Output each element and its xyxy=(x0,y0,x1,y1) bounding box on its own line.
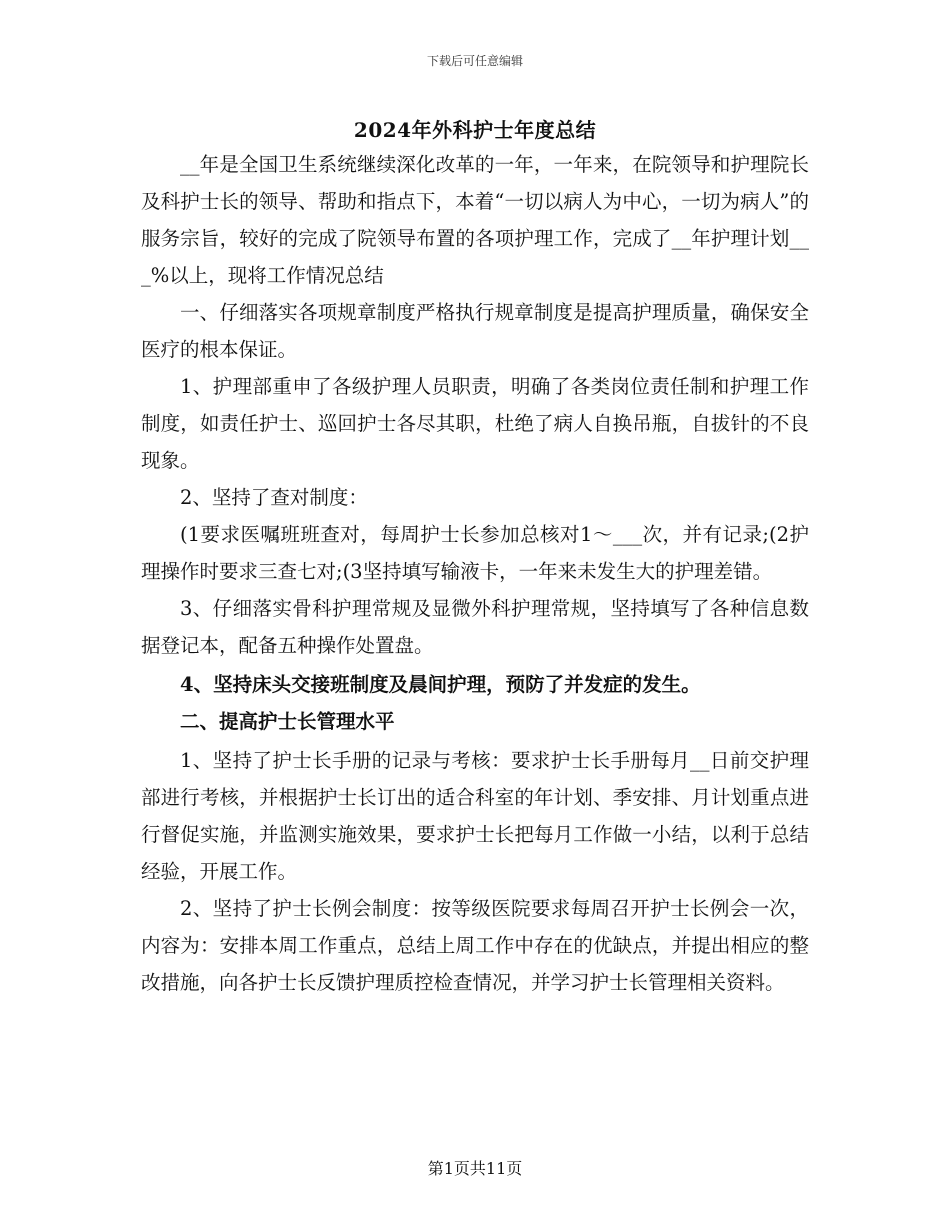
paragraph-section-2-item-1: 1、坚持了护士长手册的记录与考核：要求护士长手册每月__日前交护理部进行考核，并根据护士长订出的适合科室的年计划、季安排、月计划重点进行督促实施，并监测实施效果，要求护士长把每月工作做一小结，以利于总结经验，开展工作。 xyxy=(141,749,809,883)
paragraph-section-1: 一、仔细落实各项规章制度严格执行规章制度是提高护理质量，确保安全医疗的根本保证。 xyxy=(141,301,809,361)
paragraph-item-2: 2、坚持了查对制度： xyxy=(180,486,368,509)
paragraph-item-3: 3、仔细落实骨科护理常规及显微外科护理常规，坚持填写了各种信息数据登记本，配备五种操作处置盘。 xyxy=(141,597,809,657)
document-title: 2024年外科护士年度总结 xyxy=(353,118,597,142)
paragraph-item-4-bold: 4、坚持床头交接班制度及晨间护理，预防了并发症的发生。 xyxy=(180,673,701,696)
section-heading-2: 二、提高护士长管理水平 xyxy=(180,710,395,733)
header-note: 下载后可任意编辑 xyxy=(426,54,523,68)
paragraph-intro: __年是全国卫生系统继续深化改革的一年，一年来，在院领导和护理院长及科护士长的领导、帮助和指点下，本着“一切以病人为中心，一切为病人”的服务宗旨，较好的完成了院领导布置的各项护理工作，完成了__年护理计划___%以上，现将工作情况总结 xyxy=(141,153,809,287)
paragraph-section-2-item-2: 2、坚持了护士长例会制度：按等级医院要求每周召开护士长例会一次，内容为：安排本周工作重点，总结上周工作中存在的优缺点，并提出相应的整改措施，向各护士长反馈护理质控检查情况，并学习护士长管理相关资料。 xyxy=(141,897,809,994)
page-number-footer: 第1页共11页 xyxy=(427,1159,523,1178)
document-body xyxy=(141,146,809,1001)
paragraph-item-1: 1、护理部重申了各级护理人员职责，明确了各类岗位责任制和护理工作制度，如责任护士、巡回护士各尽其职，杜绝了病人自换吊瓶，自拔针的不良现象。 xyxy=(141,375,809,472)
paragraph-item-2-details: (1要求医嘱班班查对，每周护士长参加总核对1～___次，并有记录;(2护理操作时要求三查七对;(3坚持填写输液卡，一年来未发生大的护理差错。 xyxy=(141,523,809,583)
